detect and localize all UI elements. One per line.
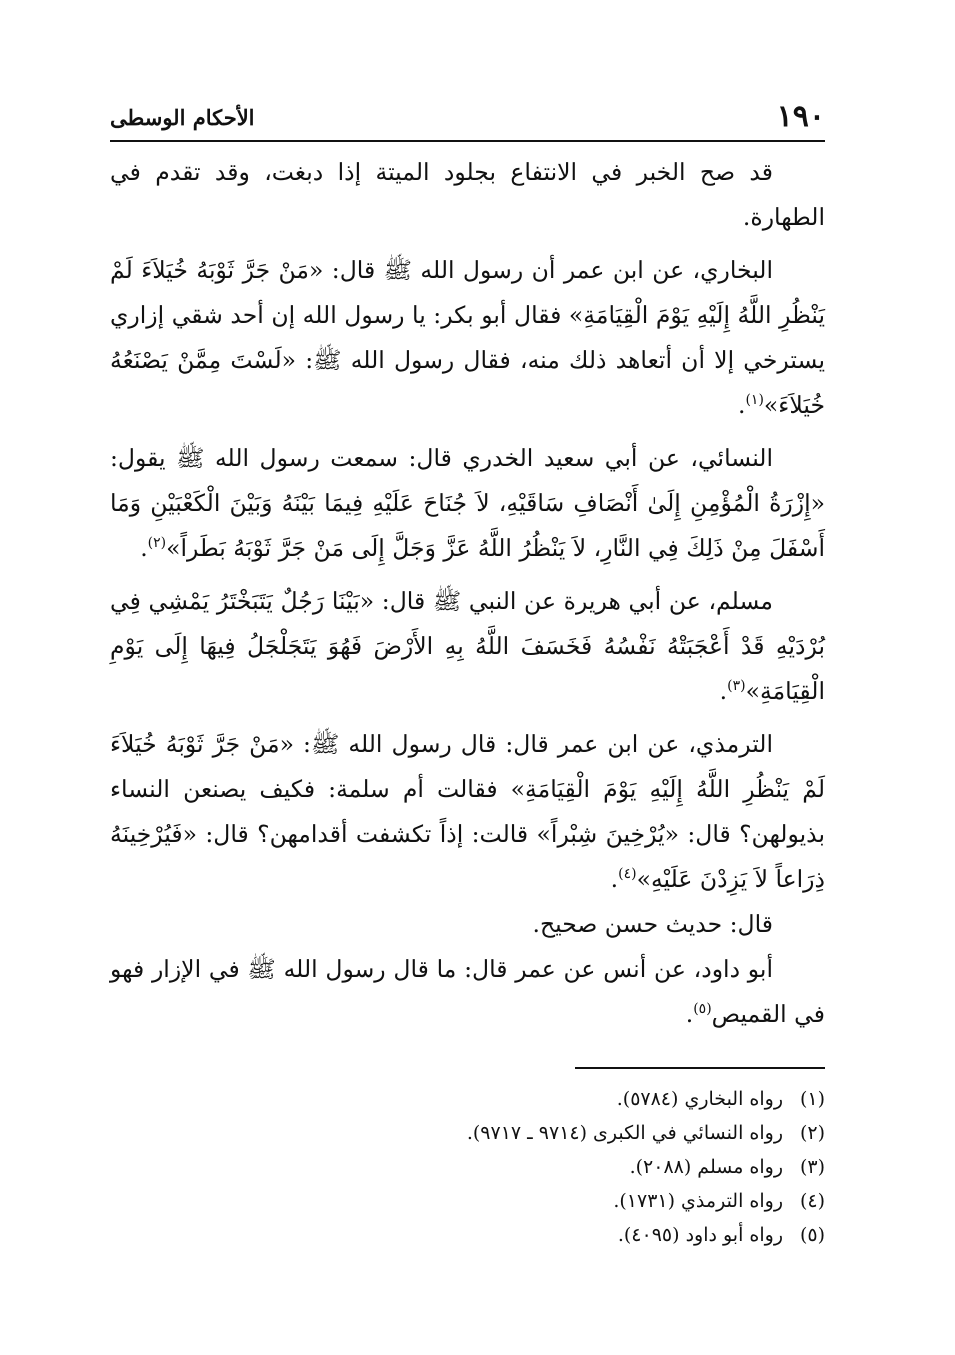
main-text (110, 150, 825, 1045)
footnote-ref-1: (١) (745, 392, 764, 409)
footnotes-list (300, 1082, 825, 1252)
paragraph-muslim: مسلم، عن أبي هريرة عن النبي ﷺ قال: «بَيْنَا رَجُلٌ يَتَبَخْتَرُ يَمْشِي فِي بُرْدَيْهِ قَدْ أَعْجَبَتْهُ نَفْسُهُ فَخَسَفَ اللَّهُ بِهِ الأَرْضَ فَهُوَ يَتَجَلْجَلُ فِيهَا إِلَى يَوْمِ الْقِيَامَةِ»$^{(٣)}$. (110, 587, 825, 705)
footnote-item: (١) رواه البخاري (٥٧٨٤). (616, 1088, 825, 1110)
footnote-ref-2: (٢) (147, 535, 167, 552)
footnote-divider (575, 1067, 825, 1069)
paragraph-bukhari: البخاري، عن ابن عمر أن رسول الله ﷺ قال: «مَنْ جَرَّ ثَوْبَهُ خُيَلاَءَ لَمْ يَنْظُرِ اللَّهُ إِلَيْهِ يَوْمَ الْقِيَامَةِ» فقال أبو بكر: يا رسول الله إن أحد شقي إزاري يسترخي إلا أن أتعاهد ذلك منه، فقال رسول الله ﷺ: «لَسْتَ مِمَّنْ يَصْنَعُهُ خُيَلاَءَ»$^{(١)}$. (110, 256, 825, 419)
footnote-item: (٣) رواه مسلم (٢٠٨٨). (629, 1156, 825, 1178)
footnote-item: (٢) رواه النسائي في الكبرى (٩٧١٤ ـ ٩٧١٧). (466, 1122, 825, 1144)
footnote-item: (٥) رواه أبو داود (٤٠٩٥). (617, 1224, 825, 1246)
running-title: الأحكام الوسطى (110, 105, 255, 130)
footnote-item: (٤) رواه الترمذي (١٧٣١). (613, 1190, 825, 1212)
footnote-ref-4: (٤) (618, 866, 637, 883)
paragraph-tirmidhi: الترمذي، عن ابن عمر قال: قال رسول الله ﷺ: «مَنْ جَرَّ ثَوْبَهُ خُيَلاَءَ لَمْ يَنْظُرِ اللَّهُ إِلَيْهِ يَوْمَ الْقِيَامَةِ» فقالت أم سلمة: فكيف يصنعن النساء بذيولهن؟ قال: «يُرْخِينَ شِبْراً» قالت: إذاً تكشفت أقدامهن؟ قال: «فَيُرْخِينَهُ ذِرَاعاً لاَ يَزِدْنَ عَلَيْهِ»$^{(٤)}$. (110, 730, 825, 893)
paragraph-tanning: قد صح الخبر في الانتفاع بجلود الميتة إذا دبغت، وقد تقدم في الطهارة. (110, 158, 825, 231)
footnote-ref-5: (٥) (693, 1001, 712, 1018)
paragraph-nasai: النسائي، عن أبي سعيد الخدري قال: سمعت رسول الله ﷺ يقول: «إِزْرَةُ الْمُؤْمِنِ إِلَىٰ أَنْصَافِ سَاقَيْهِ، لاَ جُنَاحَ عَلَيْهِ فِيمَا بَيْنَهُ وَبَيْنَ الْكَعْبَيْنِ وَمَا أَسْفَلَ مِنْ ذَلِكَ فِي النَّارِ، لاَ يَنْظُرُ اللَّهُ عَزَّ وَجَلَّ إِلَى مَنْ جَرَّ ثَوْبَهُ بَطَراً»$^{(٢)}$. (110, 444, 825, 562)
footnote-ref-3: (٣) (727, 678, 746, 695)
paragraph-grading: قال: حديث حسن صحيح. (532, 910, 773, 938)
paragraph-abudawud: أبو داود، عن أنس عن عمر قال: ما قال رسول الله ﷺ في الإزار فهو في القميص$^{(٥)}$. (110, 955, 825, 1028)
page-number: ١٩٠ (776, 99, 825, 134)
page-header (110, 96, 825, 142)
